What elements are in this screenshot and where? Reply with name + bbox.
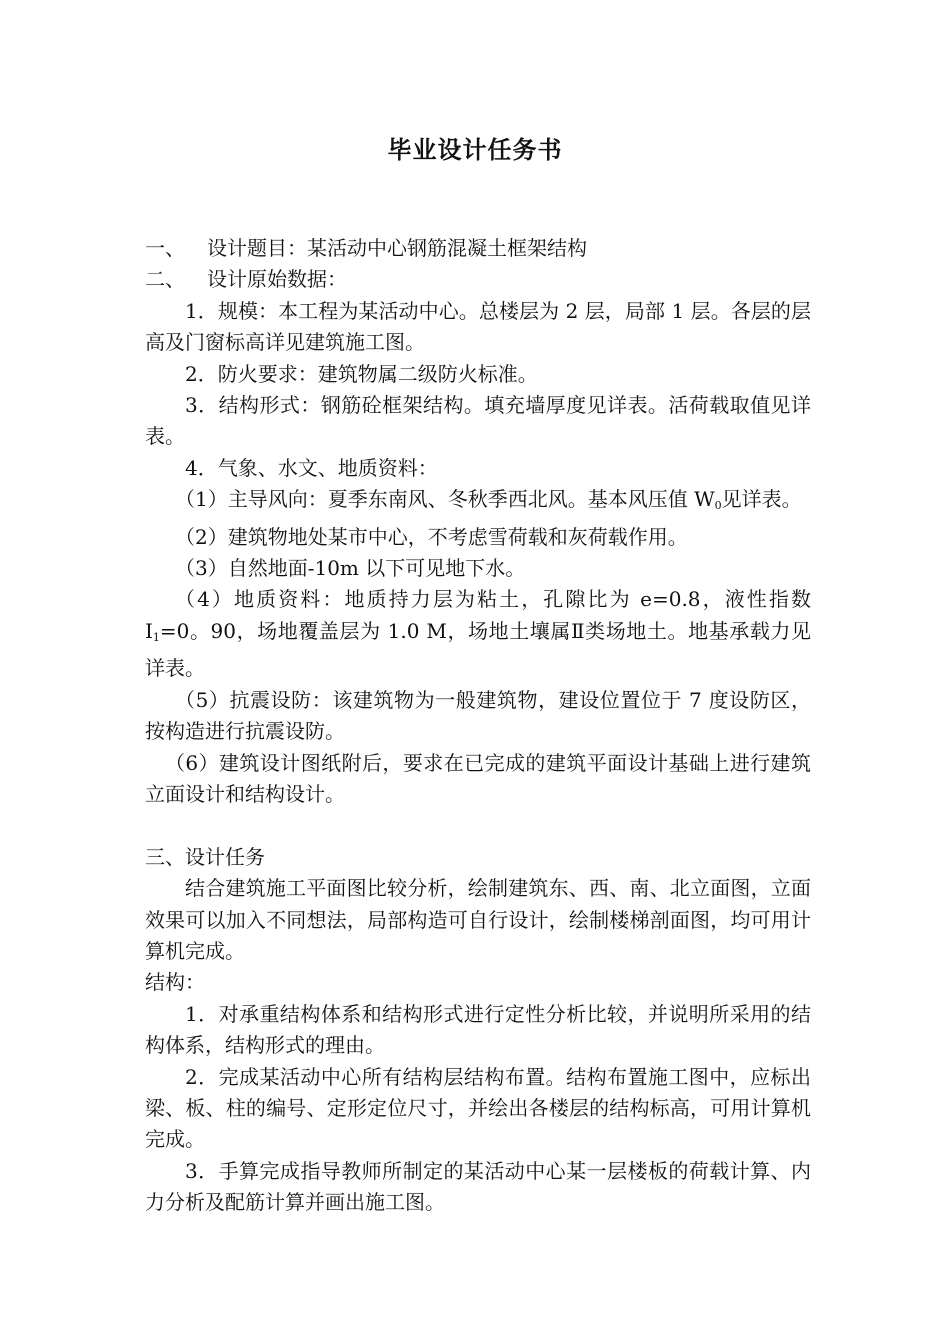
paragraph-snow-load: （2）建筑物地处某市中心，不考虑雪荷载和灰荷载作用。 [175, 524, 688, 549]
document-title: 毕业设计任务书 [387, 136, 563, 164]
paragraph-structure-task-1: 1．对承重结构体系和结构形式进行定性分析比较，并说明所采用的结构体系，结构形式的理由。 [145, 1001, 811, 1058]
paragraph-fire-protection: 2．防火要求：建筑物属二级防火标准。 [185, 361, 538, 386]
paragraph-structure-task-3: 3．手算完成指导教师所制定的某活动中心某一层楼板的荷载计算、内力分析及配筋计算并画出施工图。 [145, 1158, 811, 1215]
wind-subscript: 0 [714, 499, 722, 513]
paragraph-drawings: （6）建筑设计图纸附后，要求在已完成的建筑平面设计基础上进行建筑立面设计和结构设计。 [145, 750, 811, 806]
geology-text: （4）地质资料：地质持力层为粘土，孔隙比为 e=0.8，液性指数 I [145, 587, 811, 643]
paragraph-seismic: （5）抗震设防：该建筑物为一般建筑物，建设位置位于 7 度设防区，按构造进行抗震设防。 [145, 687, 811, 744]
wind-text-end: 见详表。 [721, 487, 802, 512]
blank-line [145, 810, 811, 841]
paragraph-scale: 1．规模：本工程为某活动中心。总楼层为 2 层，局部 1 层。各层的层高及门窗标高详见建筑施工图。 [145, 298, 811, 355]
paragraph-geology [145, 584, 811, 684]
structure-label: 结构： [145, 970, 205, 995]
paragraph-climate-geology: 4．气象、水文、地质资料： [185, 455, 438, 480]
paragraph-architecture-task: 结合建筑施工平面图比较分析，绘制建筑东、西、南、北立面图，立面效果可以加入不同想法，局部构造可自行设计，绘制楼梯剖面图，均可用计算机完成。 [145, 876, 811, 963]
section-number: 一、 [145, 236, 185, 260]
section-design-tasks-heading: 三、设计任务 [145, 844, 265, 869]
geology-subscript: 1 [152, 630, 160, 644]
document-body [145, 233, 811, 1219]
paragraph-groundwater: （3）自然地面-10m 以下可见地下水。 [175, 556, 526, 581]
section-text: 设计题目：某活动中心钢筋混凝土框架结构 [207, 236, 587, 260]
wind-text: （1）主导风向：夏季东南风、冬秋季西北风。基本风压值 W [175, 487, 715, 512]
geology-text-end: =0。90，场地覆盖层为 1.0 M，场地土壤属Ⅱ类场地土。地基承载力见详表。 [145, 618, 811, 681]
paragraph-structure-task-2: 2．完成某活动中心所有结构层结构布置。结构布置施工图中，应标出梁、板、柱的编号、定形定位尺寸，并绘出各楼层的结构标高，可用计算机完成。 [145, 1064, 811, 1152]
section-text: 设计原始数据： [207, 267, 347, 292]
paragraph-wind-direction [145, 484, 811, 521]
section-number: 二、 [145, 267, 185, 292]
section-original-data [145, 264, 811, 295]
section-design-topic [145, 233, 811, 264]
paragraph-structure-form: 3．结构形式：钢筋砼框架结构。填充墙厚度见详表。活荷载取值见详表。 [145, 393, 811, 449]
